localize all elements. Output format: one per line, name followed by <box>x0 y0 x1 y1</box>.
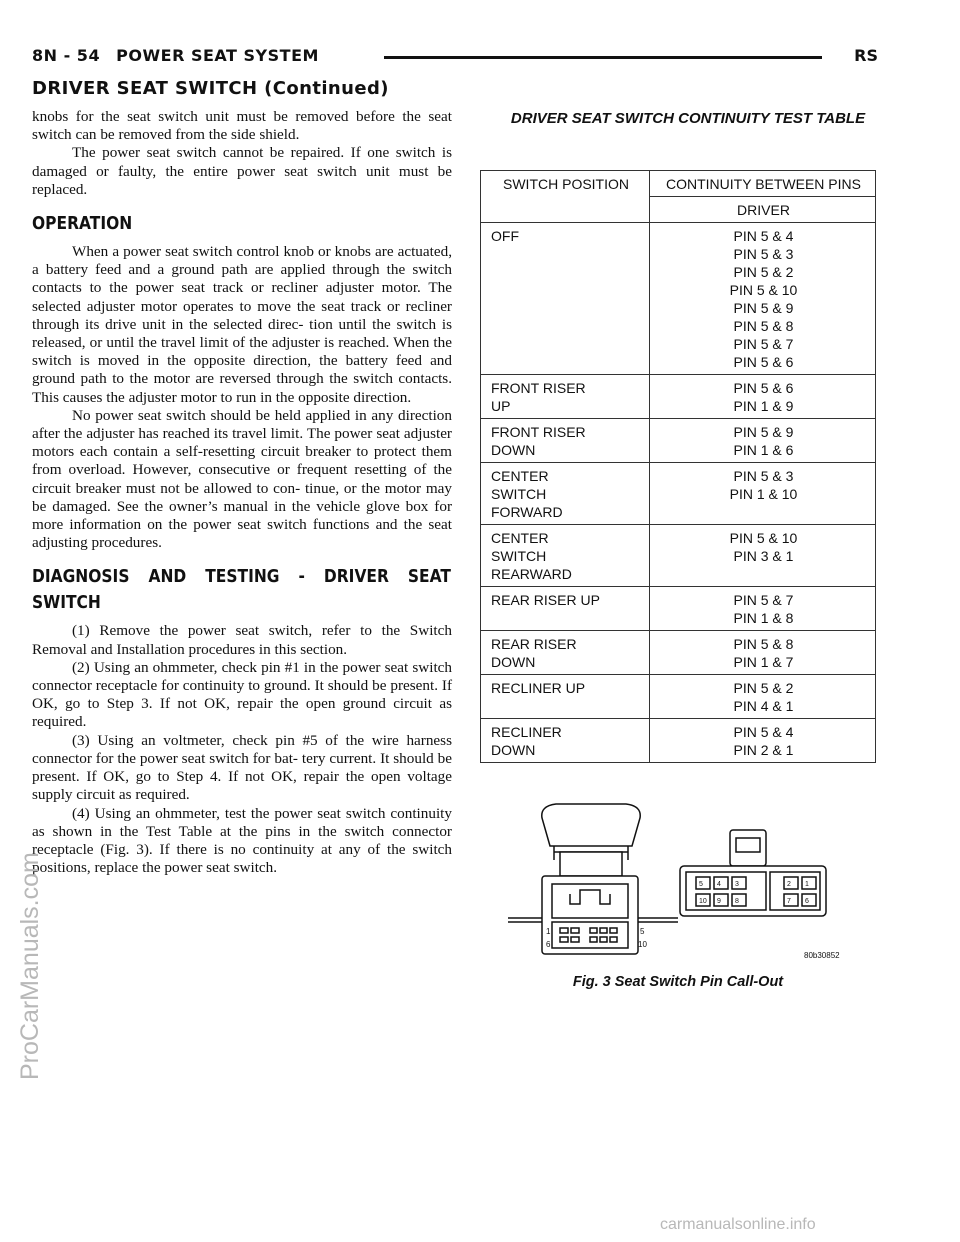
pins-cell: PIN 5 & 10 PIN 3 & 1 <box>650 525 876 587</box>
connector-pin-label: 1 <box>805 881 809 888</box>
step: (1) Remove the power seat switch, refer to the Switch Removal and Installation procedures in this section. <box>32 622 452 658</box>
left-column <box>32 108 452 877</box>
connector-pin-label: 8 <box>735 898 739 905</box>
pins-cell: PIN 5 & 7 PIN 1 & 8 <box>650 587 876 631</box>
switch-position-cell: CENTER SWITCH FORWARD <box>481 463 650 525</box>
pin-label: 6 <box>546 940 551 949</box>
switch-position-cell: FRONT RISER UP <box>481 375 650 419</box>
pins-cell: PIN 5 & 4 PIN 5 & 3 PIN 5 & 2 PIN 5 & 10 PIN 5 & 9 PIN 5 & 8 PIN 5 & 7 PIN 5 & 6 <box>650 223 876 375</box>
pins-cell: PIN 5 & 3 PIN 1 & 10 <box>650 463 876 525</box>
table-row <box>481 223 876 375</box>
table-row <box>481 419 876 463</box>
section-title: POWER SEAT SYSTEM <box>116 46 319 65</box>
connector-pin-label: 4 <box>717 881 721 888</box>
pin-label: 10 <box>638 940 647 949</box>
seat-switch-figure <box>508 800 858 970</box>
pins-cell: PIN 5 & 8 PIN 1 & 7 <box>650 631 876 675</box>
table-header-row <box>481 171 876 197</box>
header-switch-position: SWITCH POSITION <box>481 171 650 223</box>
pin-label: 1 <box>546 927 551 936</box>
pin-label: 5 <box>640 927 645 936</box>
switch-position-cell: REAR RISER DOWN <box>481 631 650 675</box>
header-driver: DRIVER <box>650 197 876 223</box>
header-left <box>32 46 329 65</box>
table-row <box>481 463 876 525</box>
step: (3) Using an voltmeter, check pin #5 of the wire harness connector for the power seat switch for bat- tery current. It should be present. If OK, go to Step 4. If not OK, repair the open voltage supply circuit as required. <box>32 731 452 804</box>
header-continuity: CONTINUITY BETWEEN PINS <box>650 171 876 197</box>
table-row <box>481 375 876 419</box>
paragraph: The power seat switch cannot be repaired. If one switch is damaged or faulty, the entire power seat switch unit must be replaced. <box>32 144 452 198</box>
watermark-bottom: carmanualsonline.info <box>660 1216 816 1233</box>
connector-pin-label: 7 <box>787 898 791 905</box>
table-row <box>481 631 876 675</box>
paragraph: No power seat switch should be held applied in any direction after the adjuster has reached its travel limit. The power seat adjuster motors each contain a self-resetting circuit breaker to protect them from overload. However, consecutive or frequent resetting of the circuit breaker must not be allowed to con- tinue, or the motor may be damaged. See the owner’s manual in the vehicle glove box for more information on the power seat switch functions and the seat adjusting procedures. <box>32 406 452 552</box>
diagnosis-heading: DIAGNOSIS AND TESTING - DRIVER SEAT SWITCH <box>32 566 451 614</box>
table-title: DRIVER SEAT SWITCH CONTINUITY TEST TABLE <box>510 110 866 127</box>
switch-position-cell: FRONT RISER DOWN <box>481 419 650 463</box>
part-number: 80b30852 <box>804 951 840 960</box>
section-code: RS <box>854 46 878 65</box>
switch-position-cell: OFF <box>481 223 650 375</box>
watermark-side: ProCarManuals.com <box>16 852 44 1080</box>
paragraph: When a power seat switch control knob or knobs are actuated, a battery feed and a ground path are applied through the switch contacts to the power seat track or recliner adjuster motor. The selected adjuster motor operates to move the seat track or recliner through its drive unit in the selected direc- tion until the switch is released, or until the travel limit of the adjuster is reached. When the switch is moved in the opposite direction, the battery feed and ground path to the motor are reversed through the switch contacts. This causes the adjuster motor to run in the opposite direction. <box>32 243 452 406</box>
pins-cell: PIN 5 & 6 PIN 1 & 9 <box>650 375 876 419</box>
connector-pin-label: 6 <box>805 898 809 905</box>
connector-pin-label: 9 <box>717 898 721 905</box>
switch-position-cell: CENTER SWITCH REARWARD <box>481 525 650 587</box>
table-body <box>481 223 876 763</box>
continuity-table <box>480 170 876 763</box>
pins-cell: PIN 5 & 2 PIN 4 & 1 <box>650 675 876 719</box>
switch-knob <box>542 804 640 846</box>
connector-pin-label: 3 <box>735 881 739 888</box>
operation-heading: OPERATION <box>32 213 133 235</box>
continued-heading: DRIVER SEAT SWITCH (Continued) <box>32 78 389 99</box>
table-row <box>481 675 876 719</box>
page-number: 8N - 54 <box>32 46 101 65</box>
connector-pin-label: 10 <box>699 898 707 905</box>
step: (4) Using an ohmmeter, test the power seat switch continuity as shown in the Test Table at the pins in the switch connector receptacle (Fig. 3). If there is no continuity at any of the switch positions, replace the power seat switch. <box>32 804 452 877</box>
header-rule <box>384 56 822 59</box>
page-header <box>32 44 878 68</box>
table-row <box>481 719 876 763</box>
paragraph: knobs for the seat switch unit must be removed before the seat switch can be removed from the side shield. <box>32 108 452 144</box>
pins-cell: PIN 5 & 4 PIN 2 & 1 <box>650 719 876 763</box>
table-row <box>481 525 876 587</box>
connector-pin-label: 2 <box>787 881 791 888</box>
switch-shaft <box>560 852 622 876</box>
connector-pin-label: 5 <box>699 881 703 888</box>
pins-cell: PIN 5 & 9 PIN 1 & 6 <box>650 419 876 463</box>
step: (2) Using an ohmmeter, check pin #1 in the power seat switch connector receptacle for continuity to ground. It should be present. If OK, go to Step 3. If not OK, repair the open ground circuit as required. <box>32 658 452 731</box>
figure-caption: Fig. 3 Seat Switch Pin Call-Out <box>572 974 784 990</box>
switch-position-cell: RECLINER DOWN <box>481 719 650 763</box>
switch-position-cell: REAR RISER UP <box>481 587 650 631</box>
switch-position-cell: RECLINER UP <box>481 675 650 719</box>
table-row <box>481 587 876 631</box>
